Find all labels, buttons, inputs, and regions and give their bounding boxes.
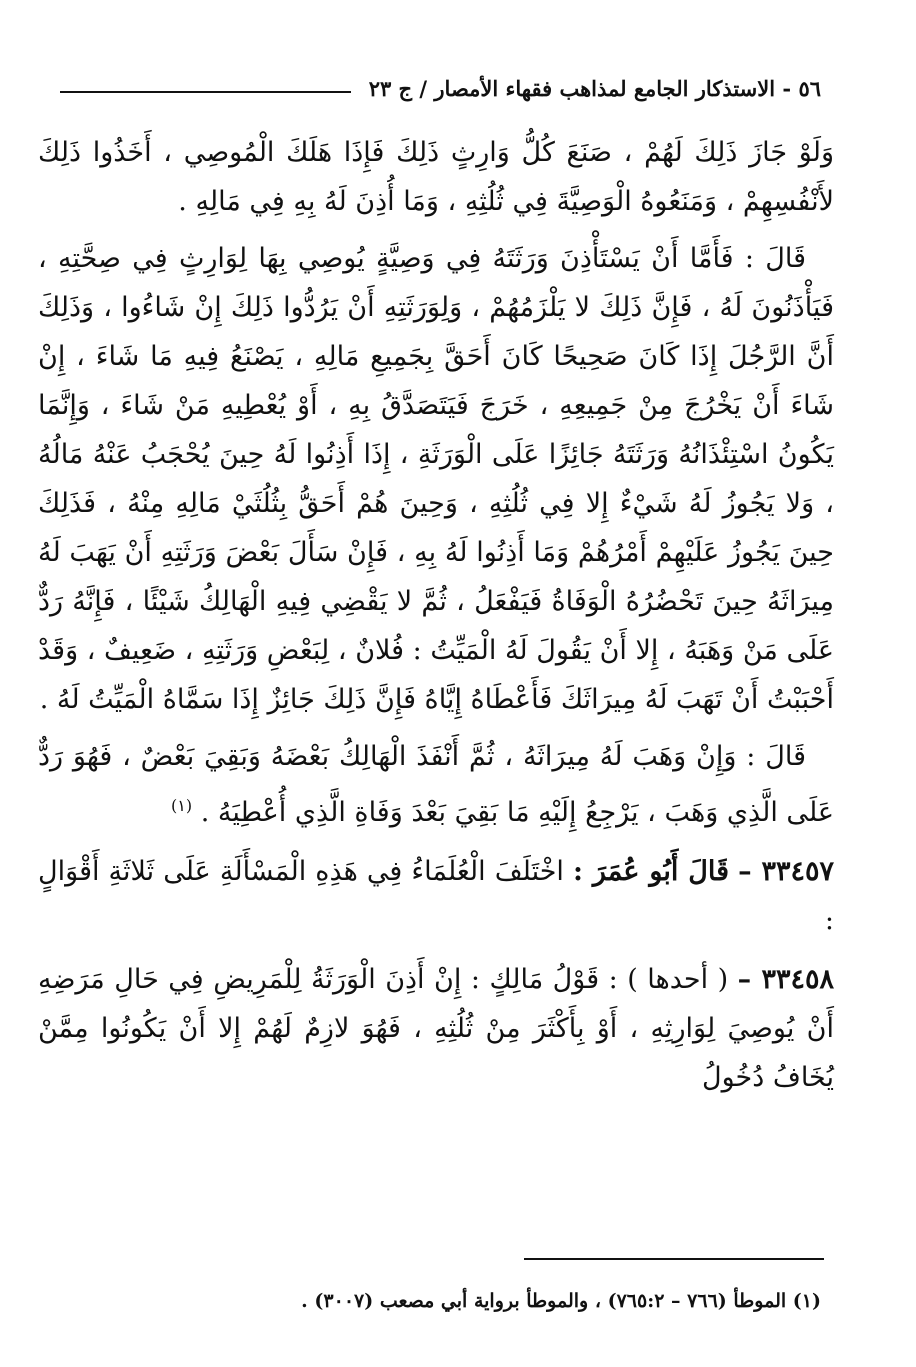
paragraph-number: ٣٣٤٥٧ –: [738, 856, 834, 887]
paragraph-text: اخْتَلَفَ الْعُلَمَاءُ فِي هَذِهِ الْمَسْأَلَةِ عَلَى ثَلاثَةِ أَقْوَالٍ :: [38, 856, 834, 936]
main-text: [38, 128, 834, 1102]
footnote: (١) الموطأ (٧٦٦ – ٧٦٥:٢) ، والموطأ برواية أبي مصعب (٣٠٠٧) .: [301, 1290, 821, 1312]
running-header: [60, 68, 821, 108]
paragraph-1: وَلَوْ جَازَ ذَلِكَ لَهُمْ ، صَنَعَ كُلُّ وَارِثٍ ذَلِكَ فَإِذَا هَلَكَ الْمُوصِي ، أَخَذُوا ذَلِكَ لأَنْفُسِهِمْ ، وَمَنَعُوهُ الْوَصِيَّةَ فِي ثُلُثِهِ ، وَمَا أُذِنَ لَهُ بِهِ فِي مَالِهِ .: [38, 137, 834, 217]
paragraph-33457: [38, 847, 834, 945]
header-title: ٥٦ - الاستذكار الجامع لمذاهب فقهاء الأمصار / ج ٢٣: [368, 75, 821, 101]
paragraph-number: ٣٣٤٥٨ –: [737, 964, 834, 995]
paragraph-2: قَالَ : فَأَمَّا أَنْ يَسْتَأْذِنَ وَرَثَتَهُ فِي وَصِيَّةٍ يُوصِي بِهَا لِوَارِثٍ فِي صِحَّتِهِ ، فَيَأْذَنُونَ لَهُ ، فَإِنَّ ذَلِكَ لا يَلْزَمُهُمْ ، وَلِوَرَثَتِهِ أَنْ يَرُدُّوا ذَلِكَ إِنْ شَاءُوا ، وَذَلِكَ أَنَّ الرَّجُلَ إِذَا كَانَ صَحِيحًا كَانَ أَحَقَّ بِجَمِيعِ مَالِهِ ، يَصْنَعُ فِيهِ مَا شَاءَ ، إِنْ شَاءَ أَنْ يَخْرُجَ مِنْ جَمِيعِهِ ، خَرَجَ فَيَتَصَدَّقُ بِهِ ، أَوْ يُعْطِيهِ مَنْ شَاءَ ، وَإِنَّمَا يَكُونُ اسْتِئْذَانُهُ وَرَثَتَهُ جَائِزًا عَلَى الْوَرَثَةِ ، إِذَا أَذِنُوا لَهُ حِينَ يُحْجَبُ عَنْهُ مَالُهُ ، وَلا يَجُوزُ لَهُ شَيْءٌ إِلا فِي ثُلُثِهِ ، وَحِينَ هُمْ أَحَقُّ بِثُلُثَيْ مَالِهِ مِنْهُ ، فَذَلِكَ حِينَ يَجُوزُ عَلَيْهِمْ أَمْرُهُمْ وَمَا أَذِنُوا لَهُ بِهِ ، فَإِنْ سَأَلَ بَعْضَ وَرَثَتِهِ أَنْ يَهَبَ لَهُ مِيرَاثَهُ حِينَ تَحْضُرُهُ الْوَفَاةُ فَيَفْعَلُ ، ثُمَّ لا يَقْضِي فِيهِ الْهَالِكُ شَيْئًا ، فَإِنَّهُ رَدٌّ عَلَى مَنْ وَهَبَهُ ، إِلا أَنْ يَقُولَ لَهُ الْمَيِّتُ : فُلانٌ ، لِبَعْضِ وَرَثَتِهِ ، ضَعِيفٌ ، وَقَدْ أَحْبَبْتُ أَنْ تَهَبَ لَهُ مِيرَاثَكَ فَأَعْطَاهُ إِيَّاهُ فَإِنَّ ذَلِكَ جَائِزٌ إِذَا سَمَّاهُ الْمَيِّتُ لَهُ .: [38, 243, 834, 715]
paragraph-33458: [38, 955, 834, 1102]
paragraph-lead: قَالَ أَبُو عُمَرَ :: [573, 856, 729, 887]
paragraph-3: [38, 732, 834, 837]
paragraph-text: ( أحدها ) : قَوْلُ مَالِكٍ : إِنْ أَذِنَ الْوَرَثَةُ لِلْمَرِيضِ فِي حَالِ مَرَضِهِ أَنْ يُوصِيَ لِوَارِثِهِ ، أَوْ بِأَكْثَرَ مِنْ ثُلُثِهِ ، فَهُوَ لازِمٌ لَهُمْ إِلا أَنْ يَكُونُوا مِمَّنْ يُخَافُ دُخُولُ: [38, 964, 834, 1093]
paragraph-3-text: قَالَ : وَإِنْ وَهَبَ لَهُ مِيرَاثَهُ ، ثُمَّ أَنْفَذَ الْهَالِكُ بَعْضَهُ وَبَقِيَ بَعْضٌ ، فَهُوَ رَدٌّ عَلَى الَّذِي وَهَبَ ، يَرْجِعُ إِلَيْهِ مَا بَقِيَ بَعْدَ وَفَاةِ الَّذِي أُعْطِيَهُ .: [38, 741, 834, 828]
footnote-marker: (١): [171, 796, 193, 815]
footnote-rule: [524, 1258, 824, 1260]
header-rule: [60, 91, 351, 93]
